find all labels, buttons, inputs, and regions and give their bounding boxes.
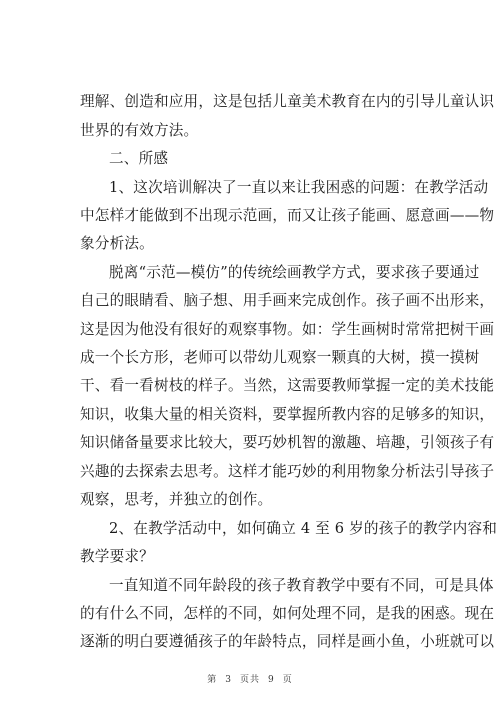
- paragraph-line: 脱离“示范—模仿”的传统绘画教学方式，要求孩子要通过: [109, 264, 480, 281]
- paragraph-line: 1、这次培训解决了一直以来让我困惑的问题：在教学活动: [109, 179, 489, 196]
- paragraph-line: 逐渐的明白要遵循孩子的年龄特点，同样是画小鱼，小班就可以: [80, 633, 495, 650]
- paragraph-line: 成一个长方形，老师可以带幼儿观察一颗真的大树，摸一摸树: [80, 349, 480, 366]
- footer-current-page: 3: [225, 675, 232, 685]
- paragraph-line: 理解、创造和应用，这是包括儿童美术教育在内的引导儿童认识: [80, 93, 495, 110]
- paragraph-line: 知识，收集大量的相关资料，要掌握所教内容的足够多的知识，: [80, 406, 495, 423]
- footer-label-page: 第: [207, 675, 218, 685]
- paragraph-line: 的有什么不同，怎样的不同，如何处理不同，是我的困惑。现在: [80, 605, 495, 622]
- footer-label-mid: 页共: [239, 675, 260, 685]
- footer-total-pages: 9: [268, 675, 275, 685]
- footer-label-end: 页: [282, 675, 293, 685]
- paragraph-line: 世界的有效方法。: [80, 122, 199, 139]
- page-footer: [0, 672, 500, 685]
- paragraph-line: 象分析法。: [80, 235, 154, 252]
- paragraph-line: 兴趣的去探索去思考。这样才能巧妙的利用物象分析法引导孩子: [80, 463, 495, 480]
- paragraph-line: 自己的眼睛看、脑子想、用手画来完成创作。孩子画不出形来，: [80, 292, 495, 309]
- paragraph-line: 知识储备量要求比较大，要巧妙机智的激趣、培趣，引领孩子有: [80, 434, 495, 451]
- paragraph-line: 这是因为他没有很好的观察事物。如：学生画树时常常把树干画: [80, 321, 495, 338]
- section-heading: 二、所感: [109, 150, 169, 167]
- paragraph-line: 一直知道不同年龄段的孩子教育教学中要有不同，可是具体: [109, 577, 494, 594]
- paragraph-line: 2、在教学活动中，如何确立 4 至 6 岁的孩子的教学内容和: [109, 520, 498, 537]
- paragraph-line: 中怎样才能做到不出现示范画，而又让孩子能画、愿意画——物: [80, 207, 495, 224]
- paragraph-line: 观察，思考，并独立的创作。: [80, 491, 273, 508]
- paragraph-line: 教学要求？: [80, 548, 154, 565]
- paragraph-line: 干、看一看树枝的样子。当然，这需要教师掌握一定的美术技能: [80, 377, 495, 394]
